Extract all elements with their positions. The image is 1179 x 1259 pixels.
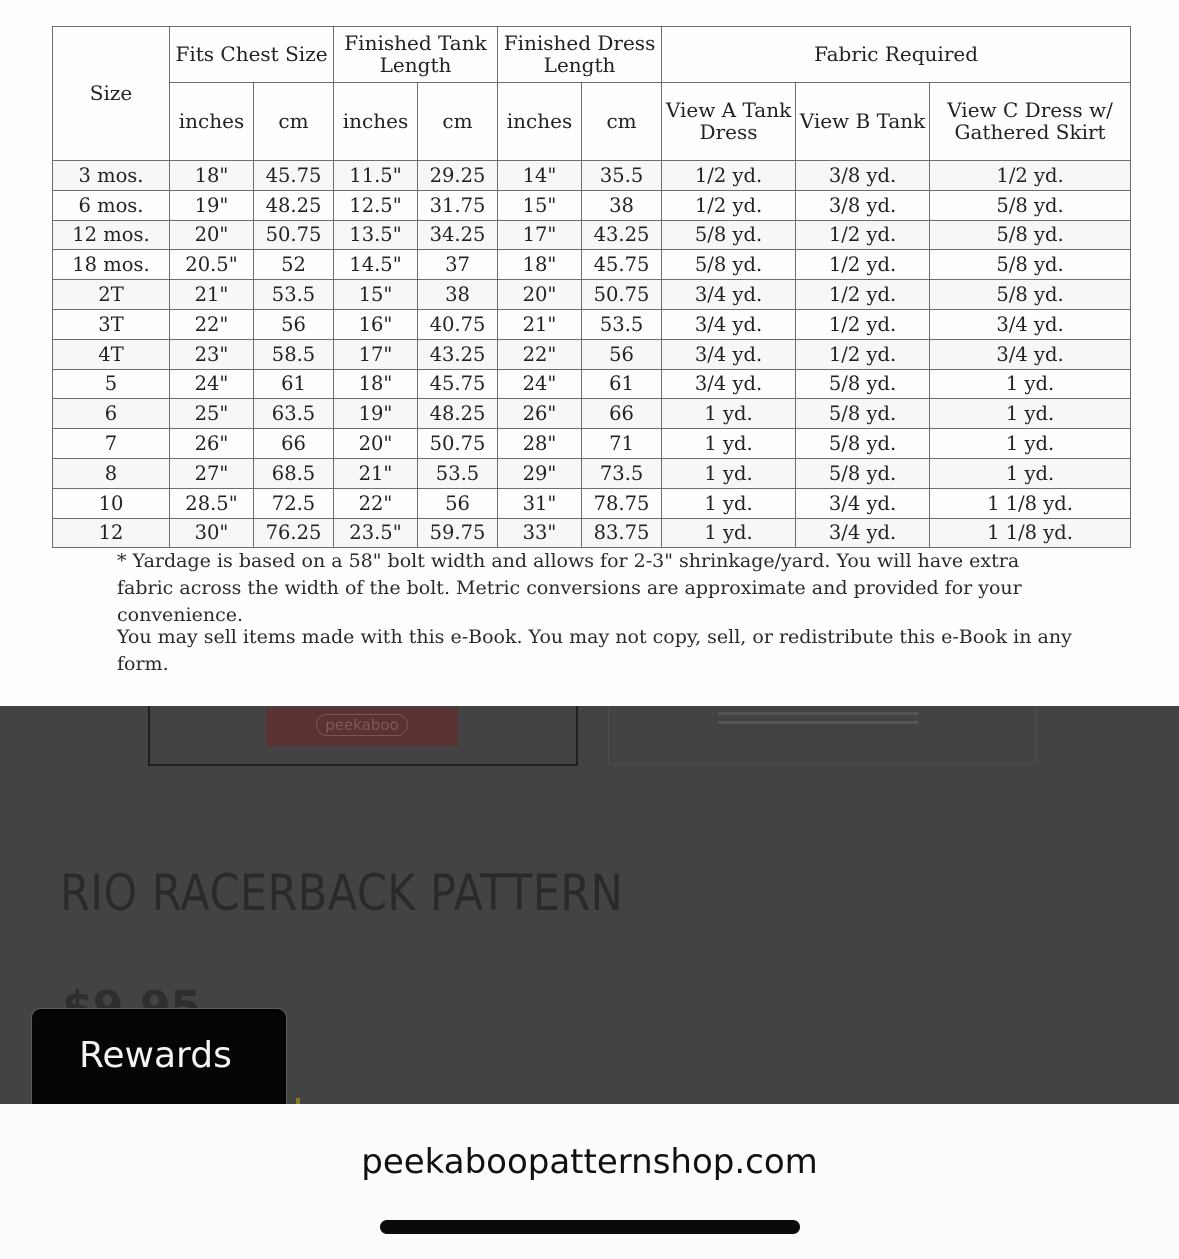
cell-view-c: 1 1/8 yd. — [930, 488, 1131, 518]
cell-view-b: 3/4 yd. — [796, 518, 930, 548]
cell-size: 3T — [53, 309, 170, 339]
cell-view-c: 3/4 yd. — [930, 339, 1131, 369]
yardage-note: * Yardage is based on a 58" bolt width and allows for 2-3" shrinkage/yard. You will have extra fabric across the width of the bolt. Metric conversions are approximate and provided for your convenience. — [117, 550, 1022, 626]
cell-chest-in: 24" — [170, 369, 254, 399]
cell-view-a: 1/2 yd. — [662, 161, 796, 191]
cell-dress-in: 22" — [498, 339, 582, 369]
cell-dress-in: 20" — [498, 280, 582, 310]
cell-dress-cm: 71 — [582, 429, 662, 459]
cell-chest-in: 21" — [170, 280, 254, 310]
cell-dress-in: 14" — [498, 161, 582, 191]
cell-chest-cm: 56 — [254, 309, 334, 339]
cell-tank-cm: 40.75 — [418, 309, 498, 339]
cell-view-c: 1 yd. — [930, 369, 1131, 399]
subheader-tank-cm: cm — [418, 83, 498, 161]
cell-tank-in: 20" — [334, 429, 418, 459]
cell-view-a: 1 yd. — [662, 458, 796, 488]
cell-size: 7 — [53, 429, 170, 459]
cell-chest-in: 20.5" — [170, 250, 254, 280]
table-row — [53, 280, 1131, 310]
cell-tank-in: 15" — [334, 280, 418, 310]
cell-tank-in: 16" — [334, 309, 418, 339]
rewards-button[interactable]: Rewards — [31, 1008, 287, 1104]
cell-view-b: 3/8 yd. — [796, 190, 930, 220]
table-row — [53, 488, 1131, 518]
cell-view-b: 1/2 yd. — [796, 220, 930, 250]
header-size: Size — [53, 27, 170, 161]
cell-tank-in: 21" — [334, 458, 418, 488]
table-row — [53, 339, 1131, 369]
cell-view-c: 5/8 yd. — [930, 280, 1131, 310]
cell-view-c: 1 yd. — [930, 399, 1131, 429]
cell-view-c: 5/8 yd. — [930, 190, 1131, 220]
cell-view-b: 3/4 yd. — [796, 488, 930, 518]
header-dress-length: Finished Dress Length — [498, 27, 662, 83]
cell-chest-in: 30" — [170, 518, 254, 548]
subheader-view-a: View A Tank Dress — [662, 83, 796, 161]
cell-dress-in: 18" — [498, 250, 582, 280]
cell-chest-in: 20" — [170, 220, 254, 250]
cell-dress-cm: 50.75 — [582, 280, 662, 310]
cell-chest-cm: 53.5 — [254, 280, 334, 310]
cell-size: 2T — [53, 280, 170, 310]
cell-view-a: 1 yd. — [662, 399, 796, 429]
browser-address-bar — [0, 1104, 1179, 1259]
cell-tank-in: 22" — [334, 488, 418, 518]
cell-view-a: 1 yd. — [662, 429, 796, 459]
cell-size: 10 — [53, 488, 170, 518]
cell-view-a: 5/8 yd. — [662, 250, 796, 280]
header-tank-length: Finished Tank Length — [334, 27, 498, 83]
cell-chest-cm: 68.5 — [254, 458, 334, 488]
cell-tank-cm: 53.5 — [418, 458, 498, 488]
cell-view-b: 5/8 yd. — [796, 399, 930, 429]
cell-view-c: 3/4 yd. — [930, 309, 1131, 339]
cell-view-b: 5/8 yd. — [796, 458, 930, 488]
cell-chest-cm: 52 — [254, 250, 334, 280]
cell-view-a: 3/4 yd. — [662, 280, 796, 310]
cell-view-a: 5/8 yd. — [662, 220, 796, 250]
cell-view-a: 1 yd. — [662, 488, 796, 518]
subheader-chest-inches: inches — [170, 83, 254, 161]
cell-size: 8 — [53, 458, 170, 488]
cell-chest-cm: 76.25 — [254, 518, 334, 548]
subheader-dress-cm: cm — [582, 83, 662, 161]
cell-dress-in: 15" — [498, 190, 582, 220]
table-row — [53, 518, 1131, 548]
product-title: RIO RACERBACK PATTERN — [60, 864, 624, 922]
cell-dress-cm: 61 — [582, 369, 662, 399]
cell-view-b: 1/2 yd. — [796, 250, 930, 280]
size-chart-table — [52, 26, 1131, 548]
cell-view-b: 5/8 yd. — [796, 429, 930, 459]
cell-dress-in: 24" — [498, 369, 582, 399]
cell-chest-in: 26" — [170, 429, 254, 459]
table-row — [53, 220, 1131, 250]
subheader-dress-inches: inches — [498, 83, 582, 161]
cell-dress-in: 29" — [498, 458, 582, 488]
cell-chest-cm: 63.5 — [254, 399, 334, 429]
home-indicator[interactable] — [380, 1220, 800, 1234]
cell-size: 5 — [53, 369, 170, 399]
cell-dress-cm: 43.25 — [582, 220, 662, 250]
header-fabric-required: Fabric Required — [662, 27, 1131, 83]
cell-view-a: 3/4 yd. — [662, 339, 796, 369]
cell-tank-cm: 56 — [418, 488, 498, 518]
cell-size: 3 mos. — [53, 161, 170, 191]
subheader-chest-cm: cm — [254, 83, 334, 161]
cell-chest-in: 23" — [170, 339, 254, 369]
cell-chest-in: 18" — [170, 161, 254, 191]
cell-chest-cm: 61 — [254, 369, 334, 399]
cell-tank-cm: 48.25 — [418, 399, 498, 429]
cell-tank-in: 14.5" — [334, 250, 418, 280]
table-row — [53, 161, 1131, 191]
cell-chest-in: 22" — [170, 309, 254, 339]
cell-dress-cm: 38 — [582, 190, 662, 220]
cell-dress-cm: 56 — [582, 339, 662, 369]
cell-tank-in: 13.5" — [334, 220, 418, 250]
cell-tank-in: 19" — [334, 399, 418, 429]
cell-view-c: 1 yd. — [930, 429, 1131, 459]
table-row — [53, 250, 1131, 280]
cell-tank-cm: 31.75 — [418, 190, 498, 220]
cell-chest-cm: 58.5 — [254, 339, 334, 369]
url-text[interactable]: peekaboopatternshop.com — [361, 1142, 818, 1182]
subheader-tank-inches: inches — [334, 83, 418, 161]
cell-tank-in: 17" — [334, 339, 418, 369]
cell-dress-cm: 78.75 — [582, 488, 662, 518]
cell-view-c: 1/2 yd. — [930, 161, 1131, 191]
cell-tank-cm: 50.75 — [418, 429, 498, 459]
cell-chest-cm: 45.75 — [254, 161, 334, 191]
cell-view-b: 1/2 yd. — [796, 339, 930, 369]
thumbnail-text-lines — [718, 712, 918, 732]
cell-view-c: 5/8 yd. — [930, 250, 1131, 280]
cell-chest-in: 19" — [170, 190, 254, 220]
cell-view-b: 1/2 yd. — [796, 309, 930, 339]
cell-size: 12 — [53, 518, 170, 548]
cell-dress-cm: 35.5 — [582, 161, 662, 191]
cell-view-c: 5/8 yd. — [930, 220, 1131, 250]
cell-size: 6 mos. — [53, 190, 170, 220]
cell-tank-in: 18" — [334, 369, 418, 399]
license-note: You may sell items made with this e-Book. You may not copy, sell, or redistribute this e-Book in any form. — [117, 626, 1072, 675]
cell-dress-cm: 73.5 — [582, 458, 662, 488]
cell-dress-cm: 66 — [582, 399, 662, 429]
table-row — [53, 369, 1131, 399]
cell-view-a: 3/4 yd. — [662, 309, 796, 339]
table-row — [53, 458, 1131, 488]
cell-tank-cm: 45.75 — [418, 369, 498, 399]
table-row — [53, 429, 1131, 459]
cell-view-b: 1/2 yd. — [796, 280, 930, 310]
cell-chest-in: 25" — [170, 399, 254, 429]
cell-view-a: 1 yd. — [662, 518, 796, 548]
cell-chest-cm: 50.75 — [254, 220, 334, 250]
cell-chest-cm: 66 — [254, 429, 334, 459]
cell-tank-cm: 34.25 — [418, 220, 498, 250]
table-row — [53, 190, 1131, 220]
cell-view-a: 3/4 yd. — [662, 369, 796, 399]
cell-size: 4T — [53, 339, 170, 369]
cell-tank-in: 12.5" — [334, 190, 418, 220]
cell-chest-in: 28.5" — [170, 488, 254, 518]
table-row — [53, 309, 1131, 339]
cell-tank-cm: 38 — [418, 280, 498, 310]
cell-dress-in: 21" — [498, 309, 582, 339]
cell-tank-cm: 59.75 — [418, 518, 498, 548]
cell-chest-cm: 48.25 — [254, 190, 334, 220]
cell-dress-in: 33" — [498, 518, 582, 548]
cell-size: 6 — [53, 399, 170, 429]
subheader-view-c: View C Dress w/ Gathered Skirt — [930, 83, 1131, 161]
cell-size: 12 mos. — [53, 220, 170, 250]
cell-view-c: 1 yd. — [930, 458, 1131, 488]
subheader-view-b: View B Tank — [796, 83, 930, 161]
cell-view-a: 1/2 yd. — [662, 190, 796, 220]
cell-dress-cm: 83.75 — [582, 518, 662, 548]
header-fits-chest: Fits Chest Size — [170, 27, 334, 83]
cell-tank-cm: 29.25 — [418, 161, 498, 191]
cell-chest-cm: 72.5 — [254, 488, 334, 518]
cell-chest-in: 27" — [170, 458, 254, 488]
cell-dress-cm: 53.5 — [582, 309, 662, 339]
size-chart-body — [53, 161, 1131, 548]
cell-dress-in: 28" — [498, 429, 582, 459]
cell-dress-in: 26" — [498, 399, 582, 429]
cell-tank-in: 23.5" — [334, 518, 418, 548]
cell-size: 18 mos. — [53, 250, 170, 280]
cell-tank-in: 11.5" — [334, 161, 418, 191]
cell-tank-cm: 37 — [418, 250, 498, 280]
brand-logo: peekaboo — [266, 708, 458, 746]
product-page-overlay — [0, 706, 1179, 1104]
cell-tank-cm: 43.25 — [418, 339, 498, 369]
cell-view-b: 3/8 yd. — [796, 161, 930, 191]
table-row — [53, 399, 1131, 429]
cell-dress-cm: 45.75 — [582, 250, 662, 280]
cell-view-c: 1 1/8 yd. — [930, 518, 1131, 548]
cell-view-b: 5/8 yd. — [796, 369, 930, 399]
cell-dress-in: 17" — [498, 220, 582, 250]
cell-dress-in: 31" — [498, 488, 582, 518]
